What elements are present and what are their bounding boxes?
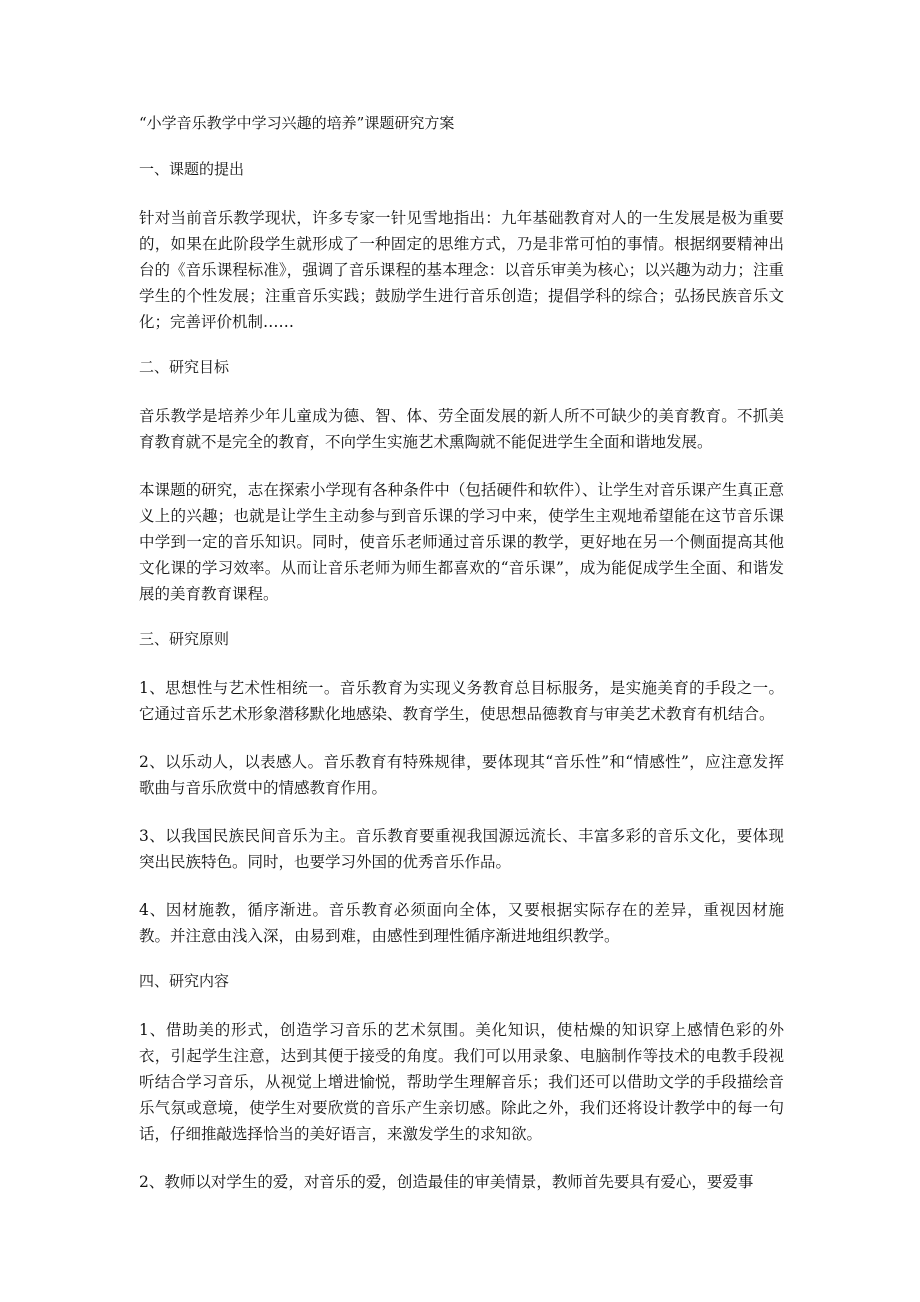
section-heading-1: 一、课题的提出: [139, 160, 245, 178]
section-heading-4: 四、研究内容: [139, 972, 230, 990]
section-2-paragraph-2: 本课题的研究，志在探索小学现有各种条件中（包括硬件和软件）、让学生对音乐课产生真正意义上的兴趣；也就是让学生主动参与到音乐课的学习中来，使学生主观地希望能在这节音乐课中学到一定的音乐知识。同时，使音乐老师通过音乐课的教学，更好地在另一个侧面提高其他文化课的学习效率。从而让音乐老师为师生都喜欢的“音乐课”，成为能促成学生全面、和谐发展的美育教育课程。: [139, 481, 784, 603]
section-1-paragraph-1: 针对当前音乐教学现状，许多专家一针见雪地指出：九年基础教育对人的一生发展是极为重要的，如果在此阶段学生就形成了一种固定的思维方式，乃是非常可怕的事情。根据纲要精神出台的《音乐课程标准》，强调了音乐课程的基本理念：以音乐审美为核心；以兴趣为动力；注重学生的个性发展；注重音乐实践；鼓励学生进行音乐创造；提倡学科的综合；弘扬民族音乐文化；完善评价机制……: [139, 209, 784, 331]
section-3-paragraph-1: 1、思想性与艺术性相统一。音乐教育为实现义务教育总目标服务，是实施美育的手段之一。它通过音乐艺术形象潜移默化地感染、教育学生，使思想品德教育与审美艺术教育有机结合。: [139, 679, 784, 723]
document-page: [139, 113, 784, 1217]
section-3-paragraph-4: 4、因材施教，循序渐进。音乐教育必须面向全体，又要根据实际存在的差异，重视因材施教。并注意由浅入深，由易到难，由感性到理性循序渐进地组织教学。: [139, 901, 784, 945]
section-4-paragraph-2: 2、教师以对学生的爱，对音乐的爱，创造最佳的审美情景，教师首先要具有爱心，要爱事: [139, 1173, 754, 1191]
section-2-paragraph-1: 音乐教学是培养少年儿童成为德、智、体、劳全面发展的新人所不可缺少的美育教育。不抓美育教育就不是完全的教育，不向学生实施艺术熏陶就不能促进学生全面和谐地发展。: [139, 407, 784, 451]
section-3-paragraph-3: 3、以我国民族民间音乐为主。音乐教育要重视我国源远流长、丰富多彩的音乐文化，要体现突出民族特色。同时，也要学习外国的优秀音乐作品。: [139, 827, 784, 871]
section-heading-3: 三、研究原则: [139, 630, 230, 648]
document-title: “小学音乐教学中学习兴趣的培养”课题研究方案: [139, 114, 455, 132]
section-3-paragraph-2: 2、以乐动人，以表感人。音乐教育有特殊规律，要体现其“音乐性”和“情感性”，应注意发挥歌曲与音乐欣赏中的情感教育作用。: [139, 753, 784, 797]
section-heading-2: 二、研究目标: [139, 358, 230, 376]
section-4-paragraph-1: 1、借助美的形式，创造学习音乐的艺术氛围。美化知识，使枯燥的知识穿上感情色彩的外衣，引起学生注意，达到其便于接受的角度。我们可以用录象、电脑制作等技术的电教手段视听结合学习音乐，从视觉上增进愉悦，帮助学生理解音乐；我们还可以借助文学的手段描绘音乐气氛或意境，使学生对要欣赏的音乐产生亲切感。除此之外，我们还将设计教学中的每一句话，仔细推敲选择恰当的美好语言，来激发学生的求知欲。: [139, 1021, 784, 1143]
